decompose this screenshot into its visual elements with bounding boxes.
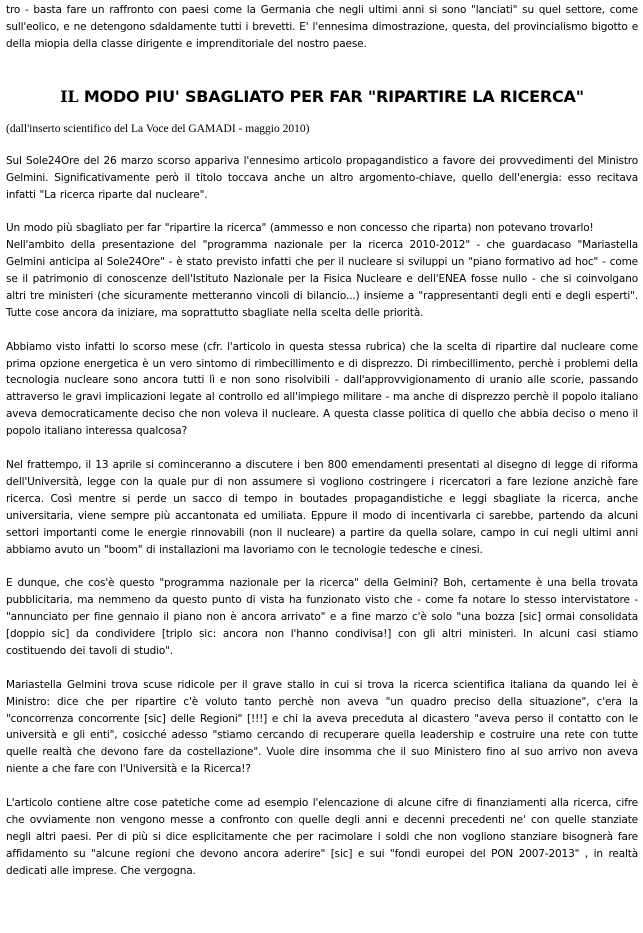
- article-paragraph-8: L'articolo contiene altre cose patetiche come ad esempio l'elencazione di alcune cifre di finanziamenti alla ricerca, cifre che ovviamente non vengono messe a confronto con quelle degli anni e decenni precedenti ne' con quelle stanziate negli altri paesi. Per di più si dice esplicitamente che per racimolare i soldi che non vogliono stanziare bisognerà fare affidamento su "alcune regioni che devono ancora aderire" [sic] e sui "fondi europei del PON 2007-2013" , in realtà dedicati alle imprese. Che vergogna.: [6, 797, 638, 877]
- intro-paragraph: tro - basta fare un raffronto con paesi come la Germania che negli ultimi anni si sono "lanciati" su quel settore, come sull'eolico, e ne detengono sdaldamente tutti i brevetti. E' l'ennesima dimostrazione, questa, del provincialismo bigotto e della miopia della classe dirigente e imprenditoriale del nostro paese.: [6, 4, 638, 50]
- article-paragraph-6: E dunque, che cos'è questo "programma nazionale per la ricerca" della Gelmini? Boh, certamente è una bella trovata pubblicitaria, ma nemmeno da questo punto di vista ha funzionato visto che - come fa notare lo stesso intervistatore - "annunciato per fine gennaio il piano non è ancora arrivato" e a fine marzo c'è solo "una bozza [sic] ormai consolidata [doppio sic] da condividere [triplo sic: ancora non l'hanno condivisa!] con gli altri ministeri. In alcuni casi stiamo costituendo dei tavoli di studio".: [6, 577, 638, 657]
- article-paragraph-5: Nel frattempo, il 13 aprile si cominceranno a discutere i ben 800 emendamenti presentati al disegno di legge di riforma dell'Università, legge con la quale pur di non assumere si vogliono costringere i ricercatori a fare lezione anzichè fare ricerca. Così mentre si perde un sacco di tempo in boutades propagandistiche e leggi sbagliate la ricerca, anche universitaria, viene sempre più accantonata ed umiliata. Eppure il modo di incentivarla ci sarebbe, partendo da alcuni settori importanti come le energie rinnovabili (non il nucleare) a partire da quella solare, campo in cui negli ultimi anni abbiamo avuto un "boom" di installazioni ma lavoriamo con le tecnologie tedesche e cinesi.: [6, 458, 638, 556]
- article-title-lead: IL: [60, 86, 79, 106]
- article-paragraph-3: Nell'ambito della presentazione del "programma nazionale per la ricerca 2010-2012" - che guardacaso "Mariastella Gelmini anticipa al Sole24Ore" - è stato previsto infatti che per il nucleare si sviluppi un "piano formativo ad hoc" - come se il patrimonio di conoscenze dell'Istituto Nazionale per la Fisica Nucleare e dell'ENEA fosse nullo - che si coinvolgano altri tre ministeri (che sicuramente metteranno vincoli di bilancio...) insieme a "rappresentanti degli enti e degli esperti". Tutte cose ancora da iniziare, ma soprattutto sbagliate nella scelta delle priorità.: [6, 239, 638, 319]
- article-paragraph-4: Abbiamo visto infatti lo scorso mese (cfr. l'articolo in questa stessa rubrica) che la scelta di ripartire dal nucleare come prima opzione energetica è un vero sintomo di rimbecillimento e di disprezzo. Di rimbecillimento, perchè i problemi della tecnologia nucleare sono ancora tutti lì e non sono risolvibili - dall'approvvigionamento di uranio alle scorie, passando attraverso le gravi implicazioni legate al controllo ed all'impiego militare - ma anche di disprezzo perchè il popolo italiano aveva democraticamente deciso che non voleva il nucleare. A questa classe politica di quello che abbia deciso o meno il popolo italiano interessa qualcosa?: [6, 340, 638, 438]
- document-page: [6, 0, 638, 880]
- article-title-rest: MODO PIU' SBAGLIATO PER FAR "RIPARTIRE LA RICERCA": [78, 86, 584, 106]
- article-paragraph-7: Mariastella Gelmini trova scuse ridicole per il grave stallo in cui si trova la ricerca scientifica italiana da quando lei è Ministro: dice che per ripartire c'è voluto tanto perchè non aveva "un quadro preciso della situazione", c'era la "concorrenza concorrente [sic] delle Regioni" [!!!] e chi la aveva preceduta al dicastero "aveva perso il contatto con le università e gli enti", cosicché adesso "stiamo cercando di recuperare quella leadership e costruire una rete con tutte quelle realtà che devono fare da costellazione". Vuole dire insomma che il suo Ministero fino al suo arrivo non aveva niente a che fare con l'Università e la Ricerca!?: [6, 678, 638, 776]
- article-paragraph-1: Sul Sole24Ore del 26 marzo scorso appariva l'ennesimo articolo propagandistico a favore dei provvedimenti del Ministro Gelmini. Significativamente però il titolo toccava anche un altro argomento-chiave, quello dell'energia: esso recitava infatti "La ricerca riparte dal nucleare".: [6, 154, 638, 201]
- article-paragraph-2: Un modo più sbagliato per far "ripartire la ricerca" (ammesso e non concesso che riparta) non potevano trovarlo!: [6, 222, 594, 235]
- article-title: [6, 87, 638, 107]
- article-source-note: (dall'inserto scientifico del La Voce del GAMADI - maggio 2010): [6, 122, 310, 135]
